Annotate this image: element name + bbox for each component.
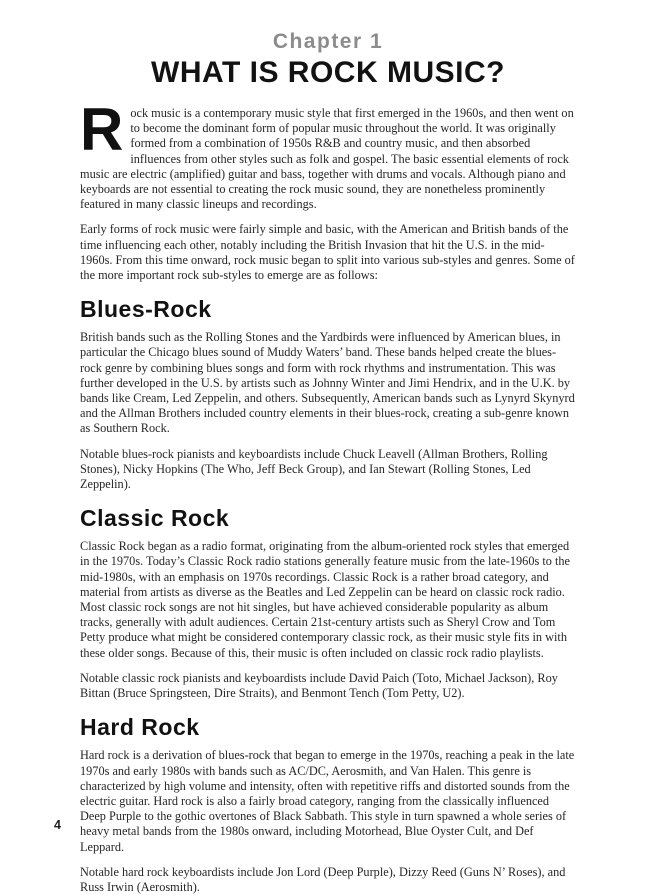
hard-rock-paragraph: Hard rock is a derivation of blues-rock that began to emerge in the 1970s, reaching a peak in the late 1970s and early 1980s with bands such as AC/DC, Aerosmith, and Van Halen. This genre is characterized by high volume and intensity, often with repetitive riffs and distorted sounds from the electric guitar. Hard rock is also a fairly broad category, ranging from the classically influenced Deep Purple to the gothic overtones of Black Sabbath. This style in turn spawned a whole series of heavy metal bands from the 1980s onward, including Motorhead, Blue Oyster Cult, and Def Leppard. <box>80 748 575 854</box>
blues-rock-paragraph: British bands such as the Rolling Stones and the Yardbirds were influenced by American blues, in particular the Chicago blues sound of Muddy Waters’ band. These bands helped create the blues-rock genre by combining blues songs and form with rock rhythms and instrumentation. This was further developed in the U.S. by artists such as Johnny Winter and Jimi Hendrix, and in the U.K. by bands like Cream, Led Zeppelin, and others. Subsequently, American bands such as Lynyrd Skynyrd and the Allman Brothers included country elements in their blues-rock, creating a sub-genre known as Southern Rock. <box>80 330 575 436</box>
chapter-label: Chapter 1 <box>272 30 384 53</box>
section-heading-classic-rock: Classic Rock <box>80 505 230 532</box>
page-content <box>80 96 576 895</box>
intro-paragraph-text: ock music is a contemporary music style that first emerged in the 1960s, and then went on to become the dominant form of popular music throughout the world. It was originally formed from a combination of 1950s R&B and country music, and then absorbed influences from other styles such as folk and gospel. The basic essential elements of rock music are electric (amplified) guitar and bass, together with drums and vocals. Although piano and keyboards are not essential to creating the rock music sound, they are nonetheless prominently featured in many classic lineups and recordings. <box>80 106 574 212</box>
intro-paragraph <box>80 96 576 212</box>
section-heading-hard-rock: Hard Rock <box>80 714 200 741</box>
classic-rock-notable-paragraph: Notable classic rock pianists and keyboardists include David Paich (Toto, Michael Jackson), Roy Bittan (Bruce Springsteen, Dire Straits), and Benmont Tench (Tom Petty, U2). <box>80 670 558 701</box>
section-heading-blues-rock: Blues-Rock <box>80 296 212 323</box>
page-number: 4 <box>54 818 61 832</box>
classic-rock-paragraph: Classic Rock began as a radio format, originating from the album-oriented rock styles that emerged in the 1970s. Today’s Classic Rock radio stations generally feature music from the late-1960s to the mid-1980s, with an emphasis on 1970s recordings. Classic Rock is a rather broad category, and material from artists as diverse as the Beatles and Led Zeppelin can be heard on classic rock radio. Most classic rock songs are not hit singles, but have achieved considerable popularity as album tracks, generally with adult audiences. Certain 21st-century artists such as Sheryl Crow and Tom Petty produce what might be considered contemporary classic rock, as their music style fits in with these older songs. Because of this, their music is often included on classic rock radio playlists. <box>80 539 570 660</box>
page-title: WHAT IS ROCK MUSIC? <box>151 56 505 89</box>
drop-cap: R <box>80 96 124 163</box>
hard-rock-notable-paragraph: Notable hard rock keyboardists include Jon Lord (Deep Purple), Dizzy Reed (Guns N’ Roses), and Russ Irwin (Aerosmith). <box>80 864 566 894</box>
overview-paragraph: Early forms of rock music were fairly simple and basic, with the American and British bands of the time influencing each other, notably including the British Invasion that hit the U.S. in the mid-1960s. From this time onward, rock music began to split into various sub-styles and genres. Some of the more important rock sub-styles to emerge are as follows: <box>80 222 575 283</box>
blues-rock-notable-paragraph: Notable blues-rock pianists and keyboardists include Chuck Leavell (Allman Brothers, Rolling Stones), Nicky Hopkins (The Who, Jeff Beck Group), and Ian Stewart (Rolling Stones, Led Zeppelin). <box>80 446 548 492</box>
